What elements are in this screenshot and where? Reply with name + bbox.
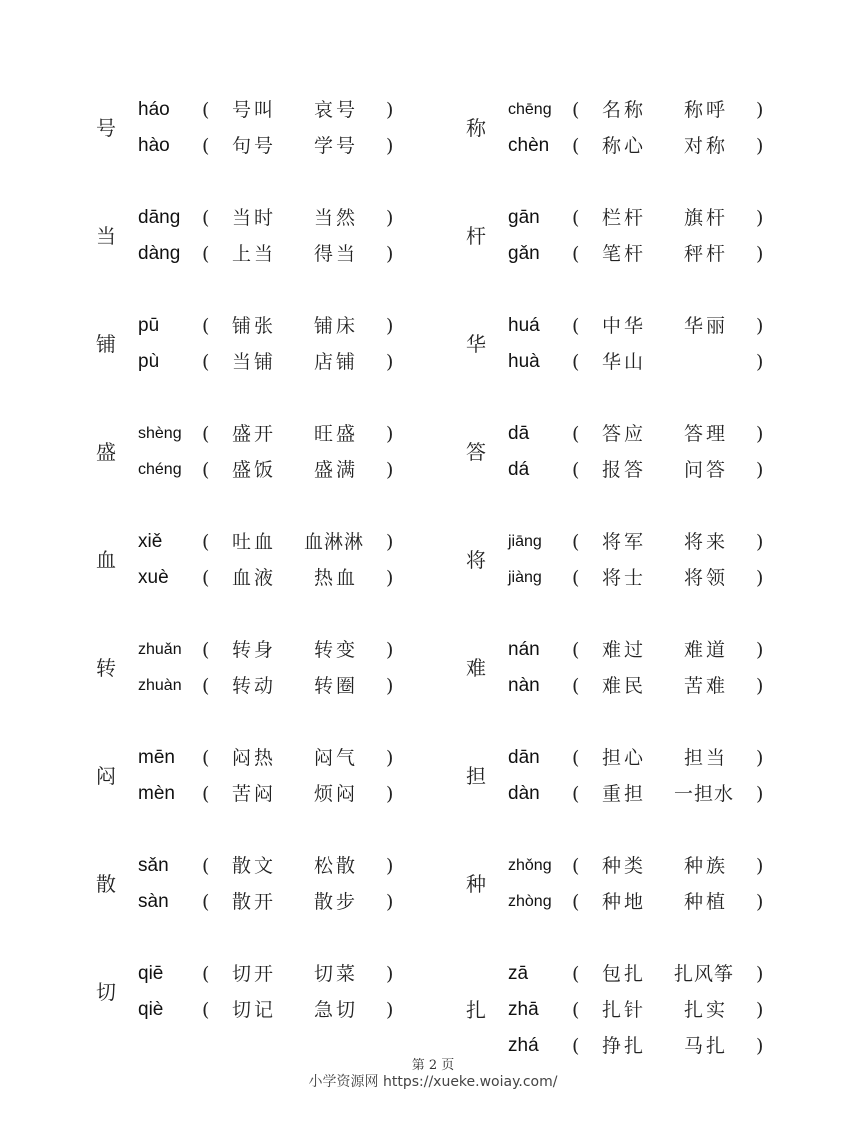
close-paren: ) bbox=[756, 1035, 764, 1057]
polyphone-character: 华 bbox=[466, 332, 486, 356]
close-paren: ) bbox=[386, 207, 394, 229]
reading-row bbox=[96, 308, 406, 344]
example-word-1: 中华 bbox=[602, 315, 647, 337]
page-number: 第 2 页 bbox=[411, 1058, 455, 1073]
polyphone-character: 闷 bbox=[96, 764, 116, 788]
example-word-2: 铺床 bbox=[314, 315, 359, 337]
example-word-1: 转动 bbox=[232, 675, 277, 697]
pinyin: nán bbox=[508, 639, 540, 660]
pinyin: chèn bbox=[508, 135, 550, 156]
close-paren: ) bbox=[756, 675, 764, 697]
example-word-1: 难民 bbox=[602, 675, 647, 697]
open-paren: ( bbox=[202, 675, 210, 697]
polyphone-character: 切 bbox=[96, 980, 116, 1004]
example-word-2: 一担水 bbox=[674, 783, 735, 805]
close-paren: ) bbox=[386, 567, 394, 589]
open-paren: ( bbox=[572, 639, 580, 661]
example-word-1: 将士 bbox=[602, 567, 647, 589]
polyphone-character: 转 bbox=[96, 656, 116, 680]
example-word-1: 血液 bbox=[232, 567, 277, 589]
close-paren: ) bbox=[386, 999, 394, 1021]
open-paren: ( bbox=[202, 351, 210, 373]
reading-row bbox=[466, 524, 776, 560]
polyphone-character: 号 bbox=[96, 116, 116, 140]
example-word-1: 名称 bbox=[602, 99, 647, 121]
pinyin: qiè bbox=[138, 999, 164, 1020]
open-paren: ( bbox=[572, 675, 580, 697]
example-word-2: 答理 bbox=[684, 423, 729, 445]
example-word-1: 号叫 bbox=[232, 99, 277, 121]
open-paren: ( bbox=[572, 99, 580, 121]
reading-row bbox=[96, 632, 406, 668]
pinyin: jiàng bbox=[508, 569, 542, 586]
example-word-2: 苦难 bbox=[684, 675, 729, 697]
pinyin: chēng bbox=[508, 101, 552, 118]
open-paren: ( bbox=[572, 315, 580, 337]
pinyin: chéng bbox=[138, 461, 182, 478]
example-word-1: 切记 bbox=[232, 999, 277, 1021]
open-paren: ( bbox=[572, 567, 580, 589]
open-paren: ( bbox=[202, 567, 210, 589]
example-word-1: 难过 bbox=[602, 639, 647, 661]
reading-row bbox=[96, 92, 406, 128]
example-word-1: 散文 bbox=[232, 855, 277, 877]
example-word-2: 难道 bbox=[684, 639, 729, 661]
open-paren: ( bbox=[572, 351, 580, 373]
example-word-2: 得当 bbox=[314, 243, 359, 265]
close-paren: ) bbox=[756, 639, 764, 661]
pinyin: qiē bbox=[138, 963, 164, 984]
polyphone-character: 当 bbox=[96, 224, 116, 248]
example-word-1: 铺张 bbox=[232, 315, 277, 337]
close-paren: ) bbox=[386, 675, 394, 697]
example-word-2: 将来 bbox=[684, 531, 729, 553]
example-word-1: 句号 bbox=[232, 135, 277, 157]
close-paren: ) bbox=[756, 999, 764, 1021]
close-paren: ) bbox=[386, 783, 394, 805]
pinyin: gān bbox=[508, 207, 540, 228]
close-paren: ) bbox=[756, 459, 764, 481]
pinyin: gǎn bbox=[508, 243, 540, 264]
close-paren: ) bbox=[756, 747, 764, 769]
close-paren: ) bbox=[386, 747, 394, 769]
open-paren: ( bbox=[572, 783, 580, 805]
example-word-2: 散步 bbox=[314, 891, 359, 913]
open-paren: ( bbox=[202, 207, 210, 229]
example-word-1: 种地 bbox=[602, 891, 647, 913]
pinyin: xuè bbox=[138, 567, 169, 588]
reading-row bbox=[96, 128, 406, 164]
pinyin: huá bbox=[508, 315, 540, 336]
example-word-2: 称呼 bbox=[684, 99, 729, 121]
pinyin: pù bbox=[138, 351, 160, 372]
example-word-1: 扎针 bbox=[602, 999, 647, 1021]
pinyin: dàn bbox=[508, 783, 540, 804]
example-word-2: 扎风筝 bbox=[674, 963, 735, 985]
close-paren: ) bbox=[756, 531, 764, 553]
polyphone-character: 盛 bbox=[96, 440, 116, 464]
reading-row bbox=[466, 236, 776, 272]
open-paren: ( bbox=[202, 243, 210, 265]
example-word-1: 栏杆 bbox=[602, 207, 647, 229]
open-paren: ( bbox=[202, 999, 210, 1021]
example-word-2: 烦闷 bbox=[314, 783, 359, 805]
reading-row bbox=[96, 452, 406, 488]
example-word-2: 华丽 bbox=[684, 315, 729, 337]
pinyin: zhá bbox=[508, 1035, 539, 1056]
example-word-2: 将领 bbox=[684, 567, 729, 589]
example-word-2: 担当 bbox=[684, 747, 729, 769]
example-word-2: 秤杆 bbox=[684, 243, 729, 265]
example-word-2: 旺盛 bbox=[314, 423, 359, 445]
pinyin: nàn bbox=[508, 675, 540, 696]
reading-row bbox=[466, 128, 776, 164]
pinyin: dā bbox=[508, 423, 530, 444]
pinyin: mèn bbox=[138, 783, 175, 804]
example-word-1: 华山 bbox=[602, 351, 647, 373]
example-word-1: 散开 bbox=[232, 891, 277, 913]
reading-row bbox=[96, 848, 406, 884]
example-word-2: 扎实 bbox=[684, 999, 729, 1021]
example-word-1: 苦闷 bbox=[232, 783, 277, 805]
pinyin: jiāng bbox=[508, 533, 542, 550]
polyphone-character: 散 bbox=[96, 872, 116, 896]
close-paren: ) bbox=[386, 135, 394, 157]
polyphone-character: 血 bbox=[96, 548, 116, 572]
close-paren: ) bbox=[756, 315, 764, 337]
pinyin: dāng bbox=[138, 207, 181, 228]
reading-row bbox=[96, 956, 406, 992]
open-paren: ( bbox=[572, 1035, 580, 1057]
example-word-2: 对称 bbox=[684, 135, 729, 157]
example-word-1: 答应 bbox=[602, 423, 647, 445]
polyphone-character: 难 bbox=[466, 656, 486, 680]
example-word-2: 店铺 bbox=[314, 351, 359, 373]
polyphone-character: 称 bbox=[466, 116, 486, 140]
pinyin: mēn bbox=[138, 747, 175, 768]
polyphone-character: 扎 bbox=[466, 998, 486, 1022]
reading-row bbox=[466, 452, 776, 488]
close-paren: ) bbox=[386, 891, 394, 913]
close-paren: ) bbox=[756, 207, 764, 229]
close-paren: ) bbox=[386, 459, 394, 481]
example-word-2: 当然 bbox=[314, 207, 359, 229]
example-word-2: 转圈 bbox=[314, 675, 359, 697]
example-word-1: 种类 bbox=[602, 855, 647, 877]
example-word-1: 吐血 bbox=[232, 531, 277, 553]
example-word-1: 担心 bbox=[602, 747, 647, 769]
pinyin: zhuàn bbox=[138, 677, 182, 694]
pinyin: hào bbox=[138, 135, 170, 156]
close-paren: ) bbox=[756, 99, 764, 121]
example-word-1: 称心 bbox=[602, 135, 647, 157]
close-paren: ) bbox=[386, 423, 394, 445]
example-word-2: 转变 bbox=[314, 639, 359, 661]
close-paren: ) bbox=[756, 243, 764, 265]
example-word-1: 闷热 bbox=[232, 747, 277, 769]
example-word-1: 盛开 bbox=[232, 423, 277, 445]
reading-row bbox=[466, 200, 776, 236]
open-paren: ( bbox=[202, 963, 210, 985]
example-word-2: 问答 bbox=[684, 459, 729, 481]
example-word-1: 包扎 bbox=[602, 963, 647, 985]
polyphone-character: 将 bbox=[466, 548, 486, 572]
example-word-1: 当时 bbox=[232, 207, 277, 229]
example-word-1: 上当 bbox=[232, 243, 277, 265]
example-word-2: 种族 bbox=[684, 855, 729, 877]
reading-row bbox=[96, 668, 406, 704]
reading-row bbox=[96, 740, 406, 776]
reading-row bbox=[466, 668, 776, 704]
example-word-1: 挣扎 bbox=[602, 1035, 647, 1057]
close-paren: ) bbox=[386, 963, 394, 985]
example-word-2: 闷气 bbox=[314, 747, 359, 769]
reading-row bbox=[96, 884, 406, 920]
pinyin: huà bbox=[508, 351, 540, 372]
polyphone-character: 担 bbox=[466, 764, 486, 788]
close-paren: ) bbox=[756, 567, 764, 589]
open-paren: ( bbox=[202, 315, 210, 337]
pinyin: háo bbox=[138, 99, 170, 120]
example-word-1: 盛饭 bbox=[232, 459, 277, 481]
reading-row bbox=[96, 236, 406, 272]
example-word-2: 急切 bbox=[314, 999, 359, 1021]
reading-row bbox=[466, 308, 776, 344]
close-paren: ) bbox=[386, 639, 394, 661]
open-paren: ( bbox=[202, 639, 210, 661]
open-paren: ( bbox=[572, 747, 580, 769]
close-paren: ) bbox=[756, 891, 764, 913]
reading-row bbox=[466, 884, 776, 920]
open-paren: ( bbox=[572, 963, 580, 985]
close-paren: ) bbox=[756, 963, 764, 985]
polyphone-character: 答 bbox=[466, 440, 486, 464]
open-paren: ( bbox=[572, 891, 580, 913]
pinyin: shèng bbox=[138, 425, 182, 442]
open-paren: ( bbox=[572, 423, 580, 445]
reading-row bbox=[466, 632, 776, 668]
close-paren: ) bbox=[756, 351, 764, 373]
example-word-2: 血淋淋 bbox=[304, 531, 365, 553]
close-paren: ) bbox=[386, 99, 394, 121]
reading-row bbox=[466, 344, 776, 380]
open-paren: ( bbox=[202, 423, 210, 445]
pinyin: zhǒng bbox=[508, 857, 552, 874]
pinyin: zā bbox=[508, 963, 529, 984]
open-paren: ( bbox=[572, 855, 580, 877]
example-word-2: 旗杆 bbox=[684, 207, 729, 229]
pinyin: xiě bbox=[138, 531, 163, 552]
close-paren: ) bbox=[386, 855, 394, 877]
pinyin: zhòng bbox=[508, 893, 552, 910]
reading-row bbox=[96, 200, 406, 236]
open-paren: ( bbox=[572, 243, 580, 265]
polyphone-character: 杆 bbox=[466, 224, 486, 248]
open-paren: ( bbox=[572, 531, 580, 553]
reading-row bbox=[466, 740, 776, 776]
reading-row bbox=[466, 956, 776, 992]
open-paren: ( bbox=[572, 135, 580, 157]
open-paren: ( bbox=[202, 747, 210, 769]
polyphone-character: 铺 bbox=[96, 332, 116, 356]
polyphone-character: 种 bbox=[466, 872, 486, 896]
open-paren: ( bbox=[572, 999, 580, 1021]
example-word-1: 将军 bbox=[602, 531, 647, 553]
pinyin: dān bbox=[508, 747, 540, 768]
close-paren: ) bbox=[756, 135, 764, 157]
reading-row bbox=[466, 848, 776, 884]
open-paren: ( bbox=[202, 855, 210, 877]
reading-row bbox=[96, 560, 406, 596]
close-paren: ) bbox=[386, 351, 394, 373]
reading-row bbox=[96, 416, 406, 452]
example-word-2: 哀号 bbox=[314, 99, 359, 121]
pinyin: pū bbox=[138, 315, 160, 336]
open-paren: ( bbox=[202, 531, 210, 553]
example-word-1: 当铺 bbox=[232, 351, 277, 373]
close-paren: ) bbox=[386, 315, 394, 337]
reading-row bbox=[96, 992, 406, 1028]
close-paren: ) bbox=[756, 783, 764, 805]
site-watermark: 小学资源网 https://xueke.woiay.com/ bbox=[308, 1074, 558, 1090]
example-word-2: 热血 bbox=[314, 567, 359, 589]
reading-row bbox=[466, 560, 776, 596]
example-word-1: 笔杆 bbox=[602, 243, 647, 265]
example-word-2: 切菜 bbox=[314, 963, 359, 985]
close-paren: ) bbox=[386, 531, 394, 553]
reading-row bbox=[96, 524, 406, 560]
example-word-2: 马扎 bbox=[684, 1035, 729, 1057]
example-word-2: 学号 bbox=[314, 135, 359, 157]
pinyin: zhā bbox=[508, 999, 539, 1020]
example-word-1: 重担 bbox=[602, 783, 647, 805]
example-word-1: 转身 bbox=[232, 639, 277, 661]
pinyin: dá bbox=[508, 459, 530, 480]
open-paren: ( bbox=[202, 459, 210, 481]
example-word-2: 种植 bbox=[684, 891, 729, 913]
close-paren: ) bbox=[386, 243, 394, 265]
open-paren: ( bbox=[202, 891, 210, 913]
close-paren: ) bbox=[756, 423, 764, 445]
open-paren: ( bbox=[572, 459, 580, 481]
example-word-1: 切开 bbox=[232, 963, 277, 985]
pinyin: sǎn bbox=[138, 855, 169, 876]
reading-row bbox=[466, 416, 776, 452]
reading-row bbox=[96, 344, 406, 380]
pinyin: dàng bbox=[138, 243, 181, 264]
example-word-2: 松散 bbox=[314, 855, 359, 877]
reading-row bbox=[96, 776, 406, 812]
example-word-1: 报答 bbox=[602, 459, 647, 481]
open-paren: ( bbox=[572, 207, 580, 229]
open-paren: ( bbox=[202, 783, 210, 805]
reading-row bbox=[466, 776, 776, 812]
close-paren: ) bbox=[756, 855, 764, 877]
reading-row bbox=[466, 92, 776, 128]
pinyin: sàn bbox=[138, 891, 169, 912]
reading-row bbox=[466, 992, 776, 1028]
open-paren: ( bbox=[202, 99, 210, 121]
open-paren: ( bbox=[202, 135, 210, 157]
example-word-2: 盛满 bbox=[314, 459, 359, 481]
pinyin: zhuǎn bbox=[138, 641, 182, 658]
